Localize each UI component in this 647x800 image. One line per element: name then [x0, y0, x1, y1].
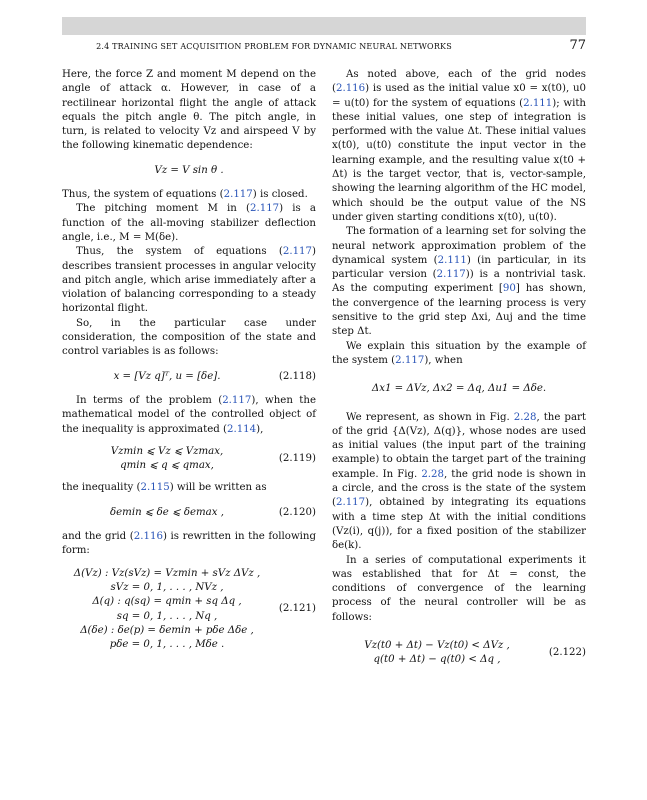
left-column: [62, 68, 316, 652]
equation-2-118: [62, 370, 316, 384]
equation-number: (2.118): [278, 370, 316, 382]
paragraph: In terms of the problem (2.117), when the mathematical model of the controlled object of the inequality is approximated (2.114),: [62, 394, 316, 435]
equation-body: Vz = V sin θ .: [154, 164, 224, 176]
equation-line: Δ(δe) : δe(p) = δemin + pδe Δδe ,: [80, 624, 254, 636]
equation-line: sVz = 0, 1, . . . , NVz ,: [110, 581, 224, 593]
equation-ref-link[interactable]: 2.111: [523, 97, 553, 109]
equation-ref-link[interactable]: 2.117: [223, 189, 253, 201]
equation-ref-link[interactable]: 2.116: [133, 531, 163, 543]
equation-ref-link[interactable]: 2.116: [335, 83, 366, 95]
paragraph: In a series of computational experiments it was established that for Δt = const, the conditions of convergence of the learning process of the neural controller will be as follows:: [332, 554, 586, 623]
paragraph: Thus, the system of equations (2.117) describes transient processes in angular velocity and pitch angle, which arise immediately after a violation of balancing corresponding to a steady horizontal flight.: [62, 246, 316, 315]
equation-line: pδe = 0, 1, . . . , Mδe .: [109, 639, 225, 651]
equation-ref-link[interactable]: 2.117: [335, 497, 366, 509]
equation-line: q(t0 + Δt) − q(t0) < Δq ,: [373, 654, 501, 666]
equation-kinematic: [62, 164, 316, 178]
equation-line: Δ(q) : q(sq) = qmin + sq Δq ,: [92, 596, 242, 608]
running-title: 2.4 TRAINING SET ACQUISITION PROBLEM FOR DYNAMIC NEURAL NETWORKS: [96, 42, 452, 51]
equation-number: (2.120): [278, 506, 316, 518]
equation-ref-link[interactable]: 2.117: [250, 203, 280, 215]
paragraph: The formation of a learning set for solving the neural network approximation problem of the dynamical system (2.111) (in particular, in its particular version (2.117)) is a nontrivial task. As the computing experiment [90] has shown, the convergence of the learning process is very sensitive to the grid step Δxi, Δuj and the time step Δt.: [332, 226, 586, 338]
paragraph: We represent, as shown in Fig. 2.28, the part of the grid {Δ(Vz), Δ(q)}, whose nodes are used as initial values (the input part of the training example) to obtain the target part of the training example. In Fig. 2.28, the grid node is shown in a circle, and the cross is the state of the system (2.117), obtained by integrating its equations with a time step Δt with the initial conditions (Vz(i), q(j)), for a fixed position of the stabilizer δe(k).: [332, 411, 586, 552]
equation-line: sq = 0, 1, . . . , Nq ,: [116, 610, 218, 622]
figure-ref-link[interactable]: 2.28: [513, 411, 537, 423]
equation-ref-link[interactable]: 2.117: [395, 354, 425, 366]
figure-ref-link[interactable]: 2.28: [421, 468, 444, 480]
equation-ref-link[interactable]: 2.115: [140, 482, 170, 494]
equation-ref-link[interactable]: 2.117: [222, 394, 252, 406]
paragraph: As noted above, each of the grid nodes (2.116) is used as the initial value x0 = x(t0), u0 = u(t0) for the system of equations (2.111); with these initial values, one step of integration is performed with the value Δt. These initial values x(t0), u(t0) constitute the input vector in the learning example, and the resulting value x(t0 + Δt) is the target vector, that is, vector-sample, showing the learning algorithm of the HC model, which should be the output value of the NS under given starting conditions x(t0), u(t0).: [332, 69, 587, 223]
header-bar: [62, 17, 586, 35]
equation-line: Vzmin ⩽ Vz ⩽ Vzmax,: [110, 445, 224, 457]
equation-2-119: [62, 445, 316, 474]
equation-body: δemin ⩽ δe ⩽ δemax ,: [110, 506, 224, 518]
paragraph: The pitching moment M in (2.117) is a function of the all-moving stabilizer deflection angle, i.e., M = M(δe).: [62, 203, 317, 243]
equation-ref-link[interactable]: 2.114: [226, 423, 257, 435]
equation-line: qmin ⩽ q ⩽ qmax,: [120, 460, 214, 472]
equation-2-121: [62, 567, 316, 653]
equation-ref-link[interactable]: 2.117: [282, 246, 313, 258]
equation-ref-link[interactable]: 2.117: [436, 269, 466, 281]
right-column: [332, 68, 586, 668]
equation-2-122: [332, 639, 586, 668]
equation-number: (2.119): [278, 452, 316, 464]
equation-number: (2.121): [278, 603, 316, 615]
equation-ref-link[interactable]: 2.111: [437, 254, 467, 266]
paragraph: Thus, the system of equations (2.117) is closed.: [62, 189, 308, 201]
paragraph: Here, the force Z and moment M depend on the angle of attack α. However, in case of a rectilinear horizontal flight the angle of attack equals the pitch angle θ. The pitch angle, in turn, is related to velocity Vz and airspeed V by the following kinematic dependence:: [62, 69, 316, 152]
equation-body: x = [Vz q]ᵀ, u = [δe].: [113, 370, 221, 382]
paragraph: So, in the particular case under consideration, the composition of the state and control variables is as follows:: [62, 317, 316, 358]
equation-line: Δ(Vz) : Vz(sVz) = Vzmin + sVz ΔVz ,: [73, 567, 261, 579]
page-number: 77: [569, 38, 586, 53]
equation-line: Vz(t0 + Δt) − Vz(t0) < ΔVz ,: [364, 639, 510, 651]
equation-grid-steps: [332, 382, 586, 396]
paragraph: the inequality (2.115) will be written as: [62, 482, 267, 494]
citation-link[interactable]: 90: [502, 283, 516, 295]
equation-number: (2.122): [548, 647, 586, 659]
equation-body: Δx1 = ΔVz, Δx2 = Δq, Δu1 = Δδe.: [371, 383, 547, 395]
equation-2-120: [62, 506, 316, 520]
paragraph: and the grid (2.116) is rewritten in the following form:: [62, 531, 317, 557]
paragraph: We explain this situation by the example of the system (2.117), when: [332, 340, 586, 366]
